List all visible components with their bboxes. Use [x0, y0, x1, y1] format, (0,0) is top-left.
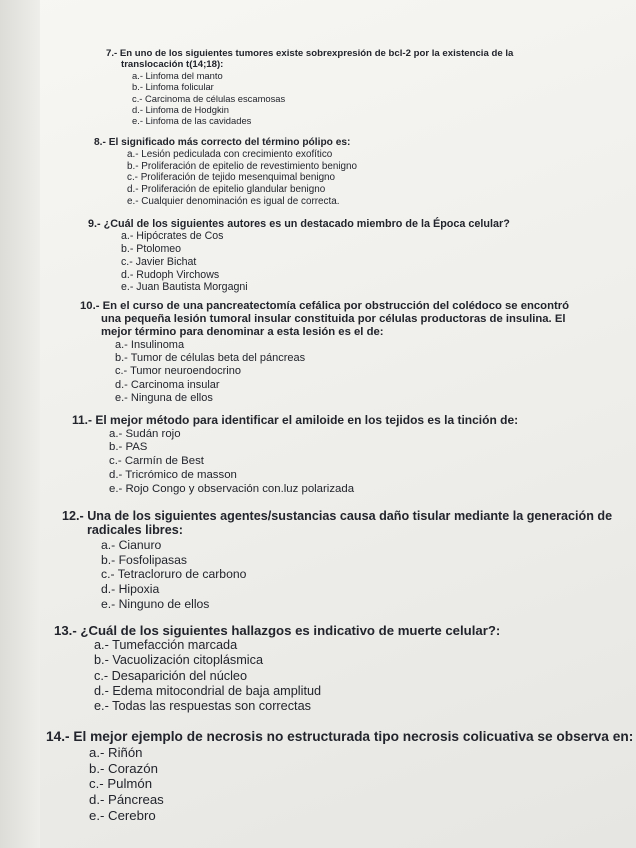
option-list	[94, 149, 630, 208]
question-stem-line: 12.- Una de los siguientes agentes/sustancias causa daño tisular mediante la generación de	[62, 509, 613, 523]
question-stem	[106, 48, 630, 70]
question-stem-line: 9.- ¿Cuál de los siguientes autores es un destacado miembro de la Época celular?	[88, 218, 510, 230]
answer-option: d.- Carcinoma insular	[115, 378, 220, 391]
answer-option: a.- Tumefacción marcada	[94, 638, 238, 653]
answer-option: d.- Tricrómico de masson	[109, 468, 237, 481]
answer-option: b.- Corazón	[89, 760, 158, 776]
question-stem-line: 11.- El mejor método para identificar el amiloide en los tejidos es la tinción de:	[72, 413, 519, 427]
answer-option: e.- Ninguno de ellos	[101, 596, 210, 611]
answer-option: b.- Linfoma folicular	[132, 81, 214, 93]
answer-option: c.- Tetracloruro de carbono	[101, 567, 247, 582]
answer-option: c.- Tumor neuroendocrino	[115, 365, 241, 378]
question-11	[72, 414, 630, 496]
answer-option: e.- Todas las respuestas son correctas	[94, 699, 311, 714]
question-10	[80, 300, 630, 405]
answer-option: b.- Tumor de células beta del páncreas	[115, 352, 306, 365]
answer-option: d.- Proliferación de epitelio glandular benigno	[127, 184, 326, 196]
answer-option: a.- Linfoma del manto	[132, 70, 223, 82]
answer-option: b.- Vacuolización citoplásmica	[94, 653, 264, 668]
question-14	[46, 729, 634, 824]
answer-option: a.- Lesión pediculada con crecimiento exofítico	[127, 148, 333, 160]
option-list	[72, 428, 630, 496]
question-stem	[54, 623, 630, 638]
option-list	[46, 745, 630, 824]
question-stem-line: 13.- ¿Cuál de los siguientes hallazgos es indicativo de muerte celular?:	[54, 623, 501, 638]
question-stem-line: translocación t(14;18):	[121, 59, 224, 71]
answer-option: e.- Linfoma de las cavidades	[132, 115, 252, 127]
answer-option: d.- Rudoph Virchows	[121, 268, 220, 281]
question-stem-line: 10.- En el curso de una pancreatectomía cefálica por obstrucción del colédoco se encontró	[80, 300, 570, 312]
option-list	[80, 339, 630, 405]
answer-option: a.- Sudán rojo	[109, 427, 181, 440]
question-stem	[80, 300, 630, 339]
option-list	[54, 638, 630, 714]
answer-option: e.- Ninguna de ellos	[115, 391, 213, 404]
answer-option: a.- Riñón	[89, 744, 143, 760]
answer-option: b.- Fosfolipasas	[101, 552, 188, 567]
question-stem	[62, 509, 630, 538]
question-stem-line: radicales libres:	[87, 523, 183, 538]
answer-option: d.- Páncreas	[89, 792, 164, 808]
option-list	[62, 538, 630, 611]
question-9	[88, 218, 630, 294]
answer-option: c.- Carmín de Best	[109, 455, 204, 468]
answer-option: c.- Desaparición del núcleo	[94, 668, 248, 683]
question-stem-line: 14.- El mejor ejemplo de necrosis no estructurada tipo necrosis colicuativa se observa en:	[46, 729, 634, 744]
answer-option: e.- Rojo Congo y observación con.luz polarizada	[109, 482, 355, 495]
answer-option: b.- PAS	[109, 441, 148, 454]
answer-option: d.- Edema mitocondrial de baja amplitud	[94, 683, 322, 698]
question-stem-line: mejor término para denominar a esta lesión es el de:	[101, 325, 384, 338]
answer-option: c.- Carcinoma de células escamosas	[132, 92, 286, 104]
question-7	[106, 48, 630, 126]
question-stem-line: 7.- En uno de los siguientes tumores existe sobrexpresión de bcl-2 por la existencia de la	[106, 48, 514, 59]
question-8	[94, 137, 630, 208]
answer-option: a.- Insulinoma	[115, 338, 185, 351]
answer-option: b.- Ptolomeo	[121, 243, 182, 256]
question-stem	[94, 137, 630, 149]
option-list	[88, 230, 630, 294]
question-stem	[88, 218, 630, 230]
answer-option: c.- Pulmón	[89, 776, 153, 792]
question-stem-line: una pequeña lesión tumoral insular constituida por células productoras de insulina. El	[101, 312, 566, 325]
answer-option: b.- Proliferación de epitelio de revestimiento benigno	[127, 160, 358, 172]
answer-option: c.- Proliferación de tejido mesenquimal benigno	[127, 172, 336, 184]
question-stem	[46, 729, 634, 745]
answer-option: a.- Cianuro	[101, 537, 162, 552]
question-stem	[72, 414, 630, 428]
question-stem-line: 8.- El significado más correcto del término pólipo es:	[94, 137, 351, 148]
question-13	[54, 623, 630, 714]
page-margin-shadow	[0, 0, 40, 848]
answer-option: d.- Linfoma de Hodgkin	[132, 103, 229, 115]
answer-option: e.- Cualquier denominación es igual de correcta.	[127, 196, 340, 208]
option-list	[106, 70, 630, 126]
question-12	[62, 509, 630, 611]
answer-option: d.- Hipoxia	[101, 581, 160, 596]
answer-option: e.- Cerebro	[89, 808, 156, 824]
answer-option: a.- Hipócrates de Cos	[121, 230, 224, 243]
answer-option: e.- Juan Bautista Morgagni	[121, 281, 248, 294]
answer-option: c.- Javier Bichat	[121, 255, 197, 268]
